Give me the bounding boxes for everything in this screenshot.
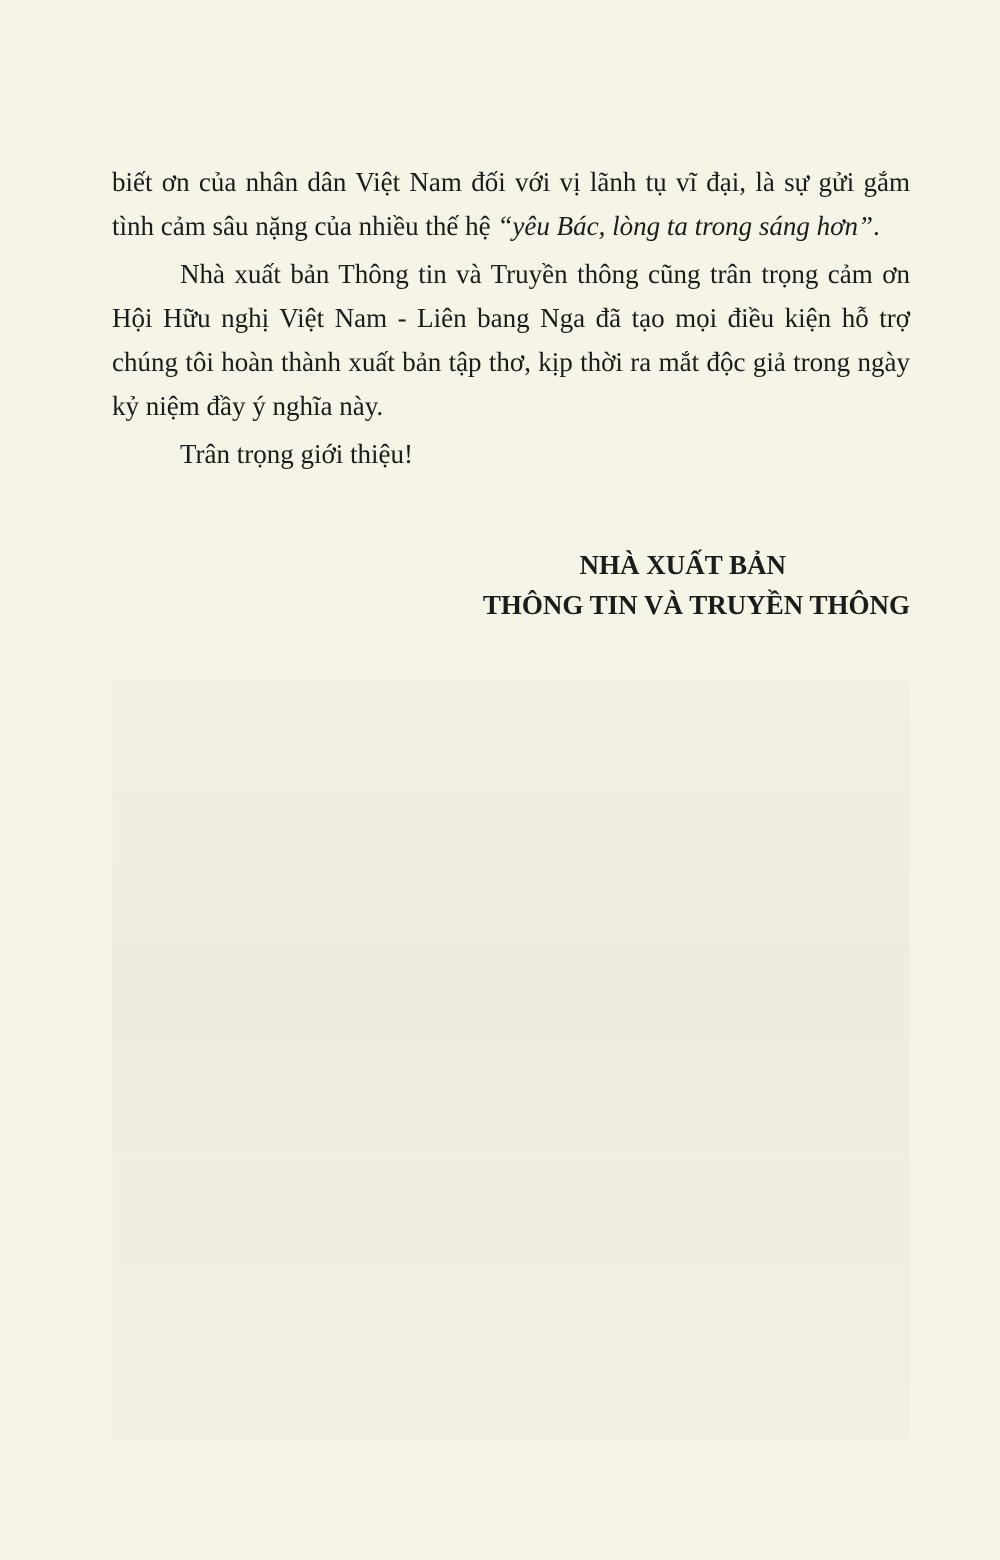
publisher-line-1: NHÀ XUẤT BẢN [579,550,786,580]
paragraph-1-end: . [873,211,880,241]
body-text [112,160,910,480]
paragraph-3: Trân trọng giới thiệu! [180,439,414,469]
publisher-line-2: THÔNG TIN VÀ TRUYỀN THÔNG [482,590,910,620]
show-through-background [112,680,910,1440]
paragraph-1 [112,160,910,248]
paragraph-1-quote: “yêu Bác, lòng ta trong sáng hơn” [497,211,874,241]
publisher-signature [112,545,910,625]
paragraph-1-text: biết ơn của nhân dân Việt Nam đối với vị lãnh tụ vĩ đại, là sự gửi gắm tình cảm sâu nặng của nhiều thế hệ [112,167,910,241]
paragraph-2: Nhà xuất bản Thông tin và Truyền thông cũng trân trọng cảm ơn Hội Hữu nghị Việt Nam - Liên bang Nga đã tạo mọi điều kiện hỗ trợ chúng tôi hoàn thành xuất bản tập thơ, kịp thời ra mắt độc giả trong ngày kỷ niệm đầy ý nghĩa này. [112,259,910,421]
